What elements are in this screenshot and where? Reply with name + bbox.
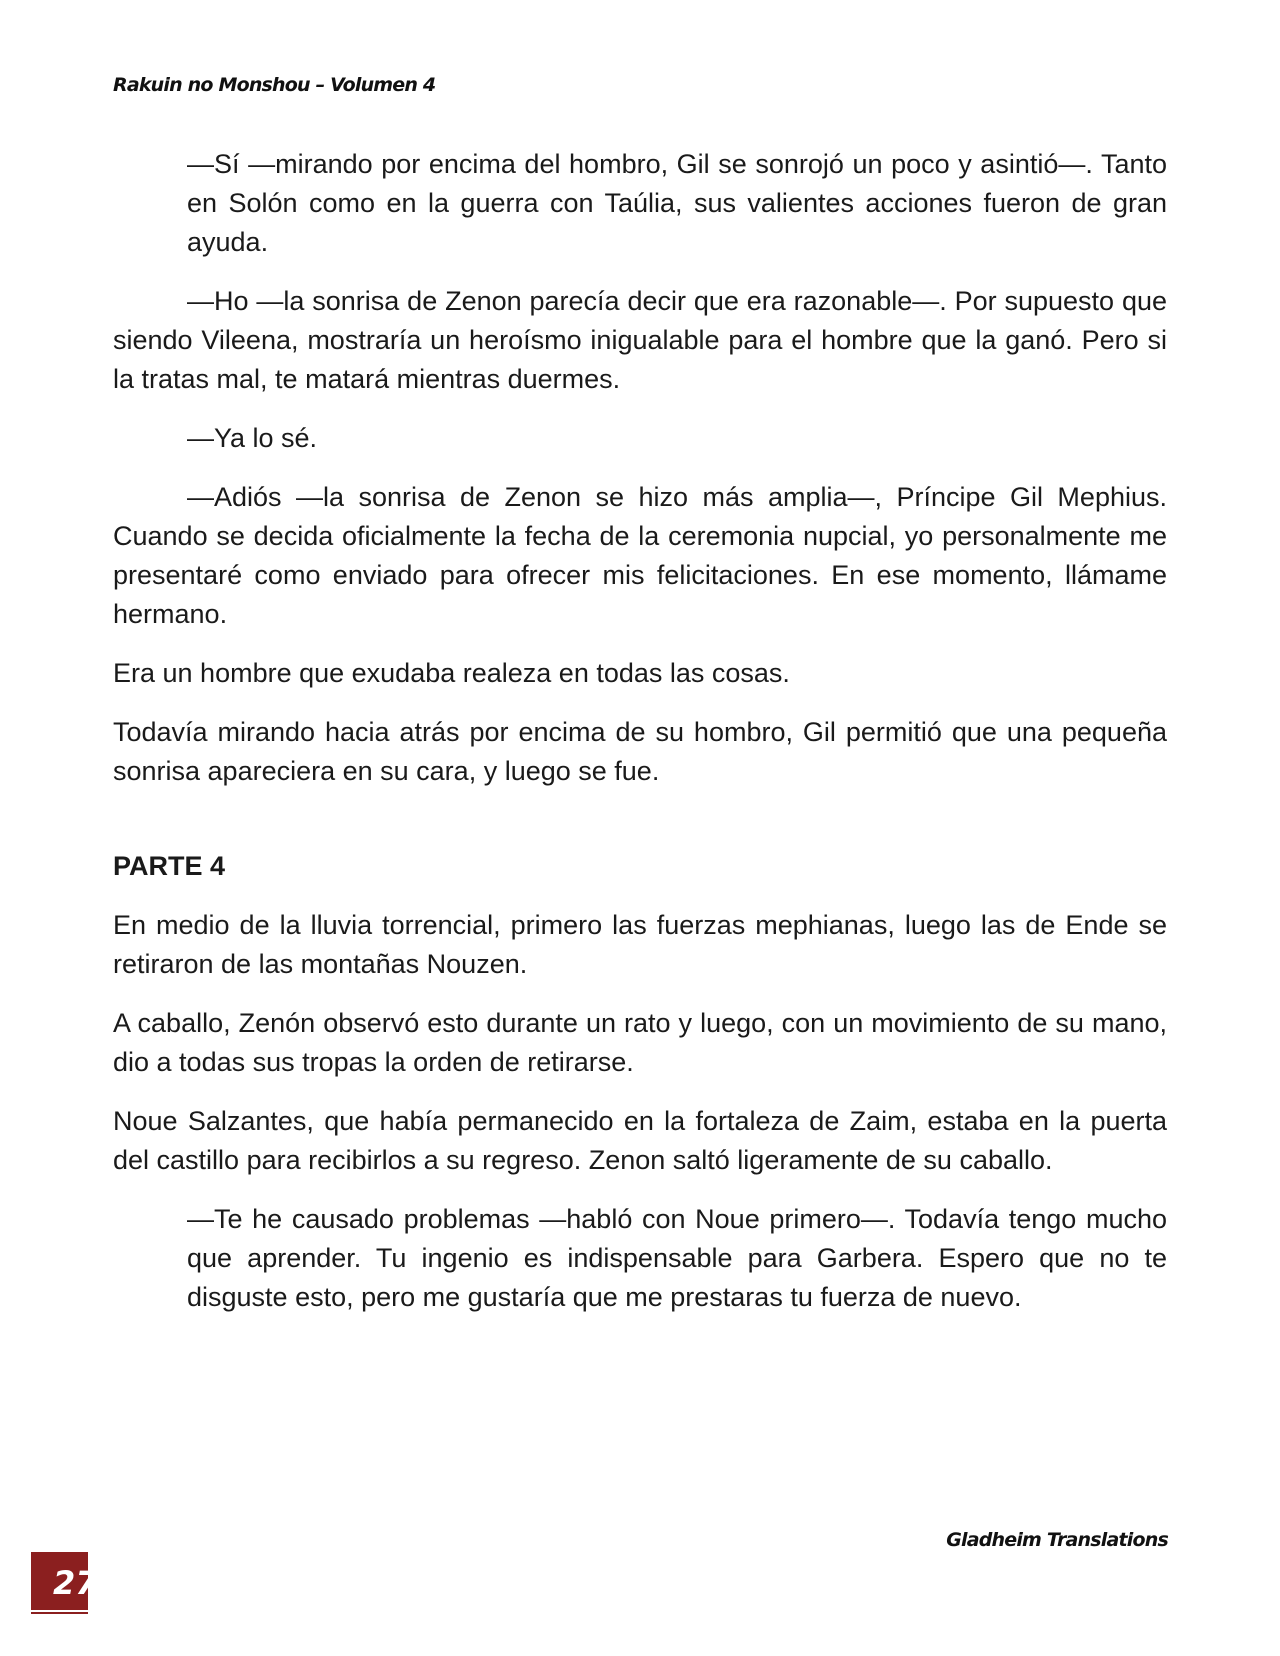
paragraph-dialog: —Adiós —la sonrisa de Zenon se hizo más amplia—, Príncipe Gil Mephius. Cuando se decida oficialmente la fecha de la ceremonia nupcial, yo personalmente me presentaré como enviado para ofrecer mis felicitaciones. En ese momento, llámame hermano. bbox=[113, 482, 1167, 629]
page-number-underline bbox=[31, 1610, 88, 1612]
paragraph: Era un hombre que exudaba realeza en todas las cosas. bbox=[113, 658, 790, 688]
footer-brand: Gladheim Translations bbox=[946, 1529, 1168, 1551]
paragraph: Todavía mirando hacia atrás por encima de su hombro, Gil permitió que una pequeña sonrisa apareciera en su cara, y luego se fue. bbox=[113, 717, 1167, 786]
paragraph-dialog: —Te he causado problemas —habló con Noue primero—. Todavía tengo mucho que aprender. Tu ingenio es indispensable para Garbera. Espero que no te disguste esto, pero me gustaría que me prestaras tu fuerza de nuevo. bbox=[187, 1204, 1167, 1312]
running-header: Rakuin no Monshou – Volumen 4 bbox=[113, 74, 436, 96]
paragraph-dialog: —Ya lo sé. bbox=[187, 423, 318, 453]
section-heading: PARTE 4 bbox=[113, 851, 226, 881]
paragraph-dialog: —Ho —la sonrisa de Zenon parecía decir que era razonable—. Por supuesto que siendo Vileena, mostraría un heroísmo inigualable para el hombre que la ganó. Pero si la tratas mal, te matará mientras duermes. bbox=[113, 286, 1167, 394]
paragraph: Noue Salzantes, que había permanecido en la fortaleza de Zaim, estaba en la puerta del castillo para recibirlos a su regreso. Zenon saltó ligeramente de su caballo. bbox=[113, 1106, 1167, 1175]
page-number: 27 bbox=[53, 1564, 98, 1602]
paragraph-dialog: —Sí —mirando por encima del hombro, Gil se sonrojó un poco y asintió—. Tanto en Solón como en la guerra con Taúlia, sus valientes acciones fueron de gran ayuda. bbox=[187, 149, 1167, 257]
page-body bbox=[113, 145, 1167, 1337]
paragraph: A caballo, Zenón observó esto durante un rato y luego, con un movimiento de su mano, dio a todas sus tropas la orden de retirarse. bbox=[113, 1008, 1167, 1077]
paragraph: En medio de la lluvia torrencial, primero las fuerzas mephianas, luego las de Ende se retiraron de las montañas Nouzen. bbox=[113, 910, 1167, 979]
page-number-badge bbox=[31, 1552, 98, 1614]
